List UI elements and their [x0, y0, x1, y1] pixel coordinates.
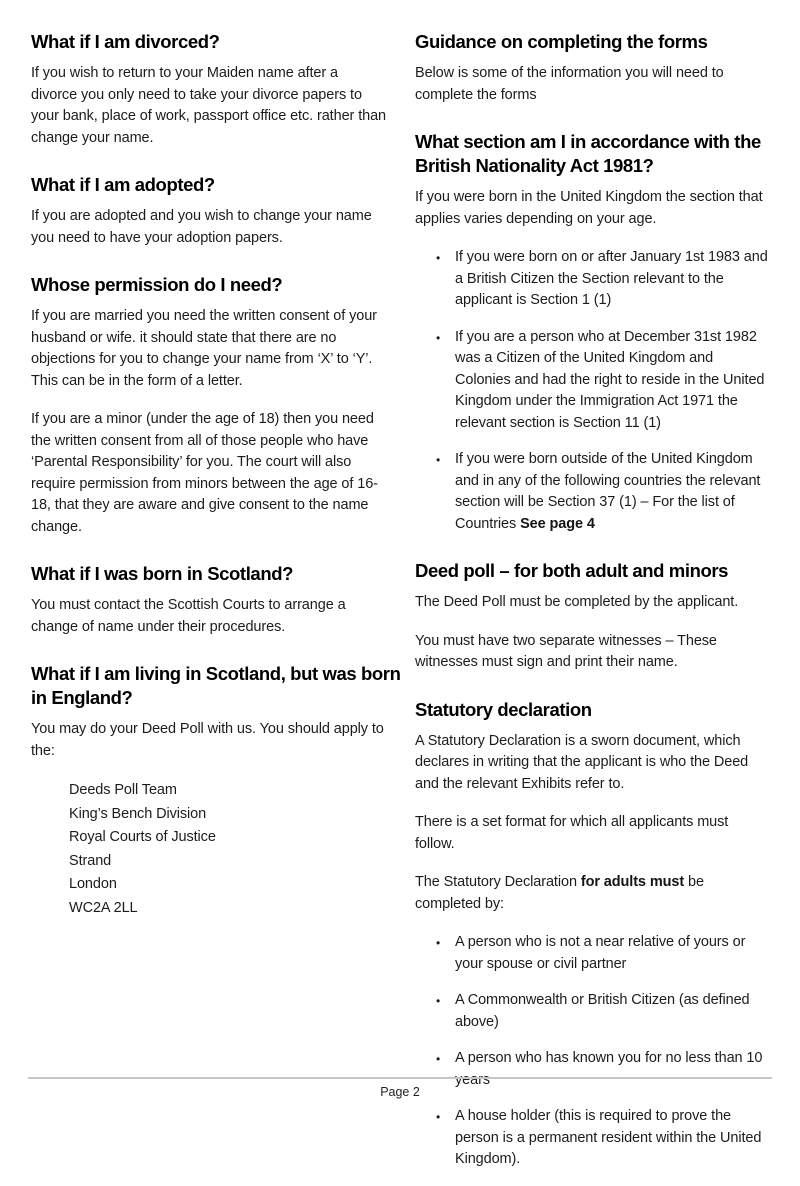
section-heading-divorced: What if I am divorced?	[31, 31, 220, 52]
address-line: Strand	[69, 852, 112, 869]
paragraph-deed-poll-applicant: The Deed Poll must be completed by the applicant.	[415, 594, 739, 611]
paragraph-deed-poll-witnesses: You must have two separate witnesses – These witnesses must sign and print their name.	[415, 632, 717, 671]
section-heading-adopted: What if I am adopted?	[31, 174, 215, 196]
bullet-item	[455, 449, 770, 535]
paragraph-permission-married: If you are married you need the written consent of your husband or wife. it should state that there are no objections for you to change your name from ‘X’ to ‘Y’. This can be in the form of a letter.	[31, 308, 377, 389]
address-block	[69, 779, 386, 920]
paragraph-adopted: If you are adopted and you wish to change your name you need to have your adoption papers.	[31, 208, 372, 246]
footer-divider	[28, 1077, 772, 1079]
section-heading-permission: Whose permission do I need?	[31, 274, 283, 296]
bullet-item: • If you are a person who at December 31st 1982 was a Citizen of the United Kingdom and Colonies and had the right to reside in the United Kingdom under the Immigration Act 1971 the relevant section is Section 11 (1)	[455, 327, 770, 435]
bullet-bold-text: See page 4	[520, 515, 595, 532]
bullet-item: • If you were born on or after January 1st 1983 and a British Citizen the Section relevant to the applicant is Section 1 (1)	[455, 247, 770, 312]
bullet-text: If you were born outside of the United Kingdom and in any of the following countries the relevant section will be Section 37 (1) – For the list of Countries	[455, 451, 761, 532]
paragraph-statutory-sworn: A Statutory Declaration is a sworn document, which declares in writing that the applicant is who the Deed and the relevant Exhibits refer to.	[415, 732, 749, 792]
section-heading-nationality-act: What section am I in accordance with the British Nationality Act 1981?	[415, 131, 761, 177]
paragraph-text: be completed by:	[415, 874, 704, 912]
page-number: Page 2	[380, 1085, 420, 1099]
bullet-item: • A Commonwealth or British Citizen (as defined above)	[455, 990, 770, 1033]
bullet-item: • A person who has known you for no less than 10 years	[455, 1048, 770, 1091]
bullet-list-statutory	[415, 932, 770, 1171]
address-line: King’s Bench Division	[69, 805, 207, 822]
page-footer	[28, 1077, 772, 1099]
bullet-list-sections	[415, 247, 770, 535]
paragraph-bold-text: for adults must	[580, 874, 685, 891]
address-line: WC2A 2LL	[69, 899, 138, 916]
address-line: Deeds Poll Team	[69, 782, 177, 799]
paragraph-text: The Statutory Declaration	[415, 874, 581, 891]
address-line: Royal Courts of Justice	[69, 829, 216, 846]
paragraph-statutory-adults	[415, 872, 770, 915]
section-heading-statutory: Statutory declaration	[415, 698, 592, 720]
paragraph-statutory-format: There is a set format for which all applicants must follow.	[415, 814, 729, 852]
paragraph-guidance: Below is some of the information you will need to complete the forms	[415, 65, 724, 103]
paragraph-nationality-act: If you were born in the United Kingdom the section that applies varies depending on your age.	[415, 189, 763, 227]
paragraph-permission-minor: If you are a minor (under the age of 18) then you need the written consent from all of those people who have ‘Parental Responsibility’ for you. The court will also require permission from minors between the age of 16-18, that they are aware and give consent to the name change.	[31, 411, 378, 535]
section-heading-living-scotland: What if I am living in Scotland, but was born in England?	[31, 663, 401, 709]
section-heading-born-scotland: What if I was born in Scotland?	[31, 563, 294, 585]
two-column-layout	[31, 30, 772, 1186]
bullet-item: • A house holder (this is required to prove the person is a permanent resident within the United Kingdom).	[455, 1106, 770, 1171]
paragraph-divorced: If you wish to return to your Maiden name after a divorce you only need to take your divorce papers to your bank, place of work, passport office etc. rather than change your name.	[31, 65, 387, 146]
right-column	[415, 30, 770, 1186]
address-line: London	[69, 876, 117, 893]
bullet-item: • A person who is not a near relative of yours or your spouse or civil partner	[455, 932, 770, 975]
section-heading-deed-poll: Deed poll – for both adult and minors	[415, 560, 729, 582]
paragraph-living-scotland: You may do your Deed Poll with us. You should apply to the:	[31, 721, 384, 759]
paragraph-born-scotland: You must contact the Scottish Courts to arrange a change of name under their procedures.	[31, 597, 346, 635]
section-heading-guidance: Guidance on completing the forms	[415, 31, 708, 52]
